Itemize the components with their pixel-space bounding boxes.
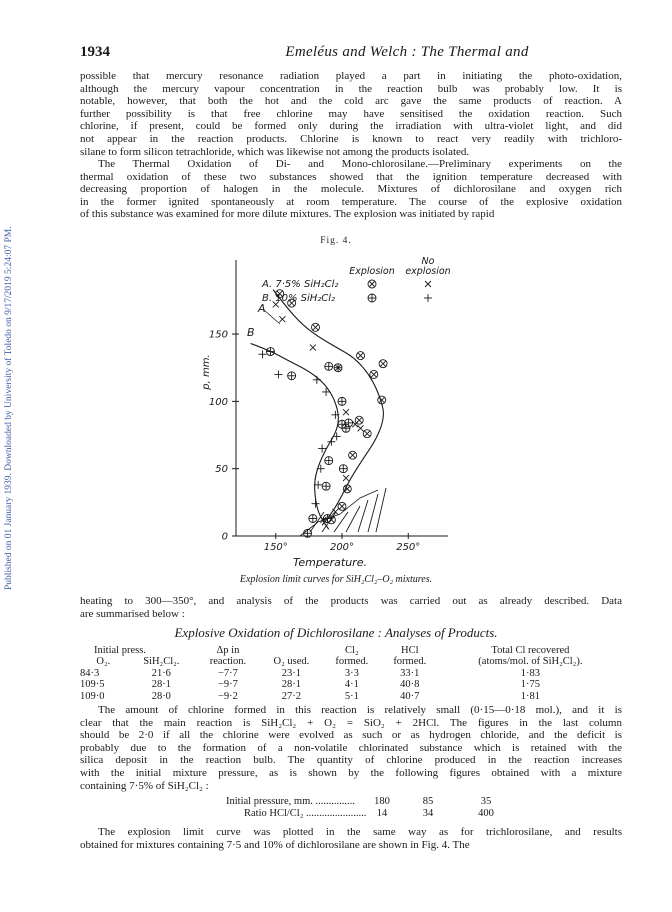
- table-header-cell: Δp in: [216, 645, 240, 656]
- curve-b: [251, 343, 339, 529]
- y-tick-label: 0: [221, 531, 228, 543]
- curve-b-label: B: [247, 326, 255, 339]
- table-header-row: [80, 656, 622, 667]
- text-line: with the initial mixture pressure, as is shown by the following figures obtained with a mixture: [80, 766, 622, 779]
- table-header-cell: O₂ used.: [273, 656, 310, 668]
- table-row: [80, 691, 622, 702]
- table-cell: 1·75: [520, 679, 540, 691]
- table-header-cell: SiH₂Cl₂.: [143, 656, 180, 668]
- legend-col-no: No: [421, 256, 435, 267]
- small-table-label: Ratio HCl/Cl₂ .......................: [244, 808, 367, 819]
- table-cell: 28·1: [151, 679, 171, 691]
- table-cell: 40·8: [400, 679, 420, 691]
- legend-col-no-explosion: explosion: [405, 266, 451, 277]
- table-cell: 1·83: [520, 667, 540, 679]
- small-table-cell: 400: [478, 808, 494, 819]
- page-number: 1934: [80, 44, 110, 60]
- text-line: are summarised below :: [80, 607, 185, 620]
- curve-a-leader: [264, 310, 280, 324]
- table-header-cell: Total Cl recovered: [491, 645, 570, 656]
- table-cell: 1·81: [520, 690, 540, 702]
- text-line: although the mercury vapour concentration in the reaction bulb was probably low. It is: [80, 82, 622, 95]
- legend-col-explosion: Explosion: [349, 266, 395, 277]
- text-line: in the former ignited spontaneously at room temperature. The course of the explosive oxidation: [80, 195, 622, 208]
- table-cell: −7·7: [217, 667, 238, 679]
- table-title: Explosive Oxidation of Dichlorosilane : Analyses of Products.: [174, 625, 498, 640]
- legend-row-a: A. 7·5% SiH₂Cl₂: [262, 279, 339, 290]
- text-line: heating to 300—350°, and analysis of the products was carried out as already described. Data: [80, 595, 622, 607]
- table-cell: 21·6: [151, 667, 171, 679]
- text-line: notable, however, that both the hot and the cold arc gave the same products of reaction. A: [80, 95, 622, 108]
- table-cell: −9·7: [217, 679, 238, 691]
- small-table-cell: 34: [422, 808, 434, 819]
- text-line: not appear in the reaction products. Chlorine is known to react very readily with trichloro-: [80, 132, 622, 145]
- table-cell: 40·7: [400, 690, 420, 702]
- text-line: The explosion limit curve was plotted in the same way as for trichlorosilane, and results: [98, 826, 622, 838]
- table-cell: 109·5: [80, 679, 105, 691]
- text-line: containing 7·5% of SiH₂Cl₂ :: [80, 779, 209, 792]
- running-title: Emeléus and Welch : The Thermal and: [285, 44, 529, 60]
- small-table-label: Initial pressure, mm. ...............: [226, 796, 355, 807]
- table-cell: 23·1: [281, 667, 302, 679]
- table-header-cell: Cl₂: [345, 645, 359, 656]
- text-line: silane to form silicon tetrachloride, which was likewise not among the products isolated.: [80, 145, 470, 158]
- text-line: chlorine, if present, could be formed only during the irradiation with ultra-violet light, and did: [80, 120, 622, 133]
- table-row: [80, 679, 622, 690]
- table-header-cell: formed.: [335, 656, 369, 668]
- table-cell: 33·1: [400, 667, 420, 679]
- table-cell: 109·0: [80, 690, 105, 702]
- figure-caption: Explosion limit curves for SiH₂Cl₂–O₂ mixtures.: [239, 574, 433, 585]
- text-line: silica deposit in the reaction bulb. The quantity of chlorine produced in the reaction increases: [80, 754, 622, 767]
- paragraph-chlorine-amount: [80, 704, 622, 792]
- y-tick-label: 150: [208, 329, 228, 341]
- y-tick-label: 100: [208, 396, 228, 408]
- table-cell: 27·2: [281, 690, 302, 702]
- table-header-cell: O₂.: [96, 656, 111, 668]
- text-line: clear that the main reaction is SiH₂Cl₂ + O₂ = SiO₂ + 2HCl. The figures in the last column: [80, 716, 622, 729]
- y-tick-label: 50: [215, 464, 228, 476]
- x-tick-label: 250°: [396, 542, 421, 553]
- hatch-line: [358, 500, 368, 532]
- table-group-header: Initial press.: [94, 645, 146, 656]
- table-header-cell: [260, 645, 323, 656]
- text-line: possible that mercury resonance radiation played a part in initiating the photo-oxidation,: [80, 70, 622, 82]
- legend-row-b: B. 10% SiH₂Cl₂: [262, 293, 336, 304]
- table-cell: 5·1: [344, 690, 359, 702]
- table-header-cell: formed.: [393, 656, 427, 668]
- table-cell: 4·1: [344, 679, 359, 691]
- text-line: The amount of chlorine formed in this reaction is relatively small (0·15—0·18 mol.), and it is: [98, 704, 622, 716]
- small-table-cell: 180: [374, 796, 390, 807]
- text-line: thermal oxidation of these two substances showed that the ignition temperature decreased with: [80, 170, 622, 183]
- text-line: further possibility is that free chlorine may have sensitised the oxidation reaction. Such: [80, 107, 622, 120]
- table-cell: −9·2: [217, 690, 238, 702]
- hatch-line: [368, 494, 378, 532]
- table-group-header-row: [80, 645, 622, 656]
- table-cell: 28·0: [151, 690, 171, 702]
- table-cell: 84·3: [80, 667, 100, 679]
- table-cell: 3·3: [344, 667, 359, 679]
- table-header-cell: (atoms/mol. of SiH₂Cl₂).: [478, 656, 583, 668]
- text-line: of this substance was examined for more dilute mixtures. The explosion was initiated by rapid: [80, 208, 495, 221]
- download-notice: Published on 01 January 1939. Downloaded by University of Toledo on 9/17/2019 5:24:07 PM.: [4, 226, 14, 590]
- table-header-cell: HCl: [401, 645, 419, 656]
- text-line: decreasing proportion of halogen in the molecule. Mixtures of dichlorosilane and oxygen rich: [80, 183, 622, 196]
- table-row: [80, 668, 622, 679]
- x-tick-label: 200°: [329, 542, 355, 553]
- analyses-table: [80, 645, 622, 702]
- text-line: obtained for mixtures containing 7·5 and 10% of dichlorosilane are shown in Fig. 4. The: [80, 838, 470, 851]
- x-axis-label: Temperature.: [293, 556, 367, 569]
- hatch-line: [346, 506, 360, 532]
- curve-a-label: A: [258, 302, 266, 315]
- table-header-cell: reaction.: [209, 656, 247, 668]
- text-line: The Thermal Oxidation of Di- and Mono-chlorosilane.—Preliminary experiments on the: [98, 158, 622, 170]
- y-axis-label: p, mm.: [201, 354, 212, 390]
- paragraph-heating: [80, 595, 622, 620]
- small-table-cell: 35: [480, 796, 492, 807]
- paragraph-explosion-limit: [80, 826, 622, 851]
- table-cell: 28·1: [281, 679, 302, 691]
- small-table-cell: 14: [376, 808, 388, 819]
- text-line: probably due to the formation of a non-volatile chlorinated substance which is retained with the: [80, 741, 622, 754]
- text-line: should be 2·0 if all the chlorine were evolved as such or as hydrogen chloride, and the deficit is: [80, 729, 622, 742]
- x-tick-label: 150°: [263, 542, 288, 553]
- small-table-cell: 85: [422, 796, 434, 807]
- figure-label: Fig. 4.: [320, 236, 352, 246]
